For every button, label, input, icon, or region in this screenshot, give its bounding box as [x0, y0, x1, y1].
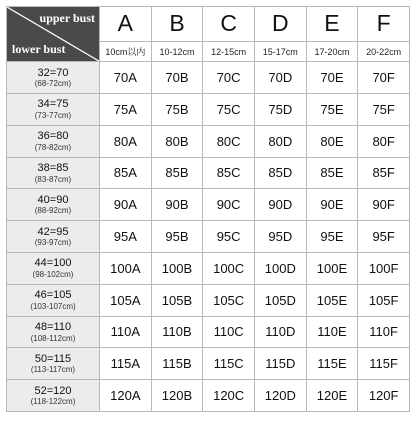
band-range: (103-107cm) [30, 301, 76, 311]
size-cell: 85C [203, 157, 255, 189]
size-cell: 75A [100, 93, 152, 125]
size-cell: 105A [100, 284, 152, 316]
size-cell: 85D [254, 157, 306, 189]
size-cell: 95D [254, 221, 306, 253]
size-cell: 75F [358, 93, 410, 125]
size-cell: 120E [306, 380, 358, 412]
cup-range: 10cm以内 [100, 41, 152, 61]
size-cell: 90C [203, 189, 255, 221]
band-size: 34=75 [37, 98, 69, 111]
size-cell: 95C [203, 221, 255, 253]
size-cell: 120F [358, 380, 410, 412]
upper-bust-label: upper bust [39, 11, 95, 25]
size-cell: 120B [151, 380, 203, 412]
size-cell: 85F [358, 157, 410, 189]
size-cell: 110A [100, 316, 152, 348]
size-cell: 80F [358, 125, 410, 157]
band-size: 42=95 [37, 225, 69, 238]
table-row [7, 348, 410, 380]
size-cell: 75C [203, 93, 255, 125]
size-cell: 85E [306, 157, 358, 189]
band-size: 38=85 [37, 162, 69, 174]
cup-letter: E [306, 7, 358, 42]
size-cell: 120D [254, 380, 306, 412]
band-size-cell [7, 62, 100, 94]
size-cell: 80B [151, 125, 203, 157]
band-size-cell [7, 189, 100, 221]
size-cell: 115F [358, 348, 410, 380]
band-range: (98-102cm) [32, 270, 74, 280]
size-cell: 115C [203, 348, 255, 380]
band-size-cell [7, 284, 100, 316]
size-cell: 105E [306, 284, 358, 316]
cup-letter: B [151, 7, 203, 42]
cup-range: 20-22cm [358, 41, 410, 61]
band-range: (113-117cm) [30, 365, 76, 375]
cup-letter-row [7, 7, 410, 42]
size-cell: 95F [358, 221, 410, 253]
table-row [7, 252, 410, 284]
band-range: (93-97cm) [34, 238, 72, 248]
band-size-cell [7, 221, 100, 253]
size-cell: 95B [151, 221, 203, 253]
band-size: 48=110 [34, 320, 72, 333]
size-cell: 90F [358, 189, 410, 221]
size-cell: 100F [358, 252, 410, 284]
table-row [7, 380, 410, 412]
size-cell: 115E [306, 348, 358, 380]
size-cell: 120A [100, 380, 152, 412]
size-cell: 110D [254, 316, 306, 348]
size-cell: 110B [151, 316, 203, 348]
size-cell: 90B [151, 189, 203, 221]
band-range: (88-92cm) [34, 206, 72, 216]
cup-range: 12-15cm [203, 41, 255, 61]
size-cell: 85A [100, 157, 152, 189]
size-cell: 100E [306, 252, 358, 284]
size-cell: 105B [151, 284, 203, 316]
band-size-cell [7, 125, 100, 157]
cup-letter: F [358, 7, 410, 42]
size-cell: 75D [254, 93, 306, 125]
size-cell: 115A [100, 348, 152, 380]
size-chart-table [6, 6, 410, 412]
size-cell: 95A [100, 221, 152, 253]
size-cell: 100B [151, 252, 203, 284]
table-row [7, 157, 410, 189]
table-row [7, 284, 410, 316]
band-size-cell [7, 316, 100, 348]
band-range: (83-87cm) [34, 174, 72, 184]
band-size: 32=70 [37, 66, 69, 79]
cup-range: 17-20cm [306, 41, 358, 61]
band-size-cell [7, 93, 100, 125]
band-size: 50=115 [34, 352, 72, 365]
band-range: (73-77cm) [34, 111, 72, 121]
size-cell: 75B [151, 93, 203, 125]
band-range: (68-72cm) [34, 79, 72, 89]
cup-range: 15-17cm [254, 41, 306, 61]
size-cell: 110F [358, 316, 410, 348]
cup-letter: A [100, 7, 152, 42]
size-cell: 105D [254, 284, 306, 316]
band-range: (108-112cm) [30, 333, 76, 343]
band-size: 36=80 [37, 130, 69, 143]
size-cell: 80A [100, 125, 152, 157]
size-cell: 100C [203, 252, 255, 284]
size-cell: 70E [306, 62, 358, 94]
band-size-cell [7, 157, 100, 189]
size-cell: 80C [203, 125, 255, 157]
table-row [7, 221, 410, 253]
size-cell: 70F [358, 62, 410, 94]
table-row [7, 62, 410, 94]
band-size: 46=105 [34, 289, 72, 302]
band-size: 44=100 [34, 257, 72, 270]
corner-header [7, 7, 100, 62]
band-size: 40=90 [37, 193, 69, 206]
size-cell: 75E [306, 93, 358, 125]
cup-letter: C [203, 7, 255, 42]
size-cell: 70C [203, 62, 255, 94]
size-cell: 70D [254, 62, 306, 94]
band-size-cell [7, 252, 100, 284]
table-row [7, 189, 410, 221]
size-cell: 100D [254, 252, 306, 284]
size-cell: 90D [254, 189, 306, 221]
size-cell: 70B [151, 62, 203, 94]
size-cell: 105C [203, 284, 255, 316]
band-size-cell [7, 348, 100, 380]
table-row [7, 125, 410, 157]
size-cell: 85B [151, 157, 203, 189]
band-range: (118-122cm) [30, 397, 76, 407]
size-cell: 70A [100, 62, 152, 94]
cup-range: 10-12cm [151, 41, 203, 61]
size-cell: 95E [306, 221, 358, 253]
size-cell: 110E [306, 316, 358, 348]
size-cell: 100A [100, 252, 152, 284]
band-range: (78-82cm) [34, 142, 72, 152]
size-cell: 115D [254, 348, 306, 380]
size-cell: 105F [358, 284, 410, 316]
band-size: 52=120 [34, 384, 72, 397]
table-row [7, 93, 410, 125]
cup-letter: D [254, 7, 306, 42]
size-cell: 80D [254, 125, 306, 157]
lower-bust-label: lower bust [12, 42, 66, 57]
band-size-cell [7, 380, 100, 412]
size-cell: 120C [203, 380, 255, 412]
table-row [7, 316, 410, 348]
size-cell: 110C [203, 316, 255, 348]
size-cell: 80E [306, 125, 358, 157]
size-cell: 90E [306, 189, 358, 221]
size-cell: 115B [151, 348, 203, 380]
size-cell: 90A [100, 189, 152, 221]
